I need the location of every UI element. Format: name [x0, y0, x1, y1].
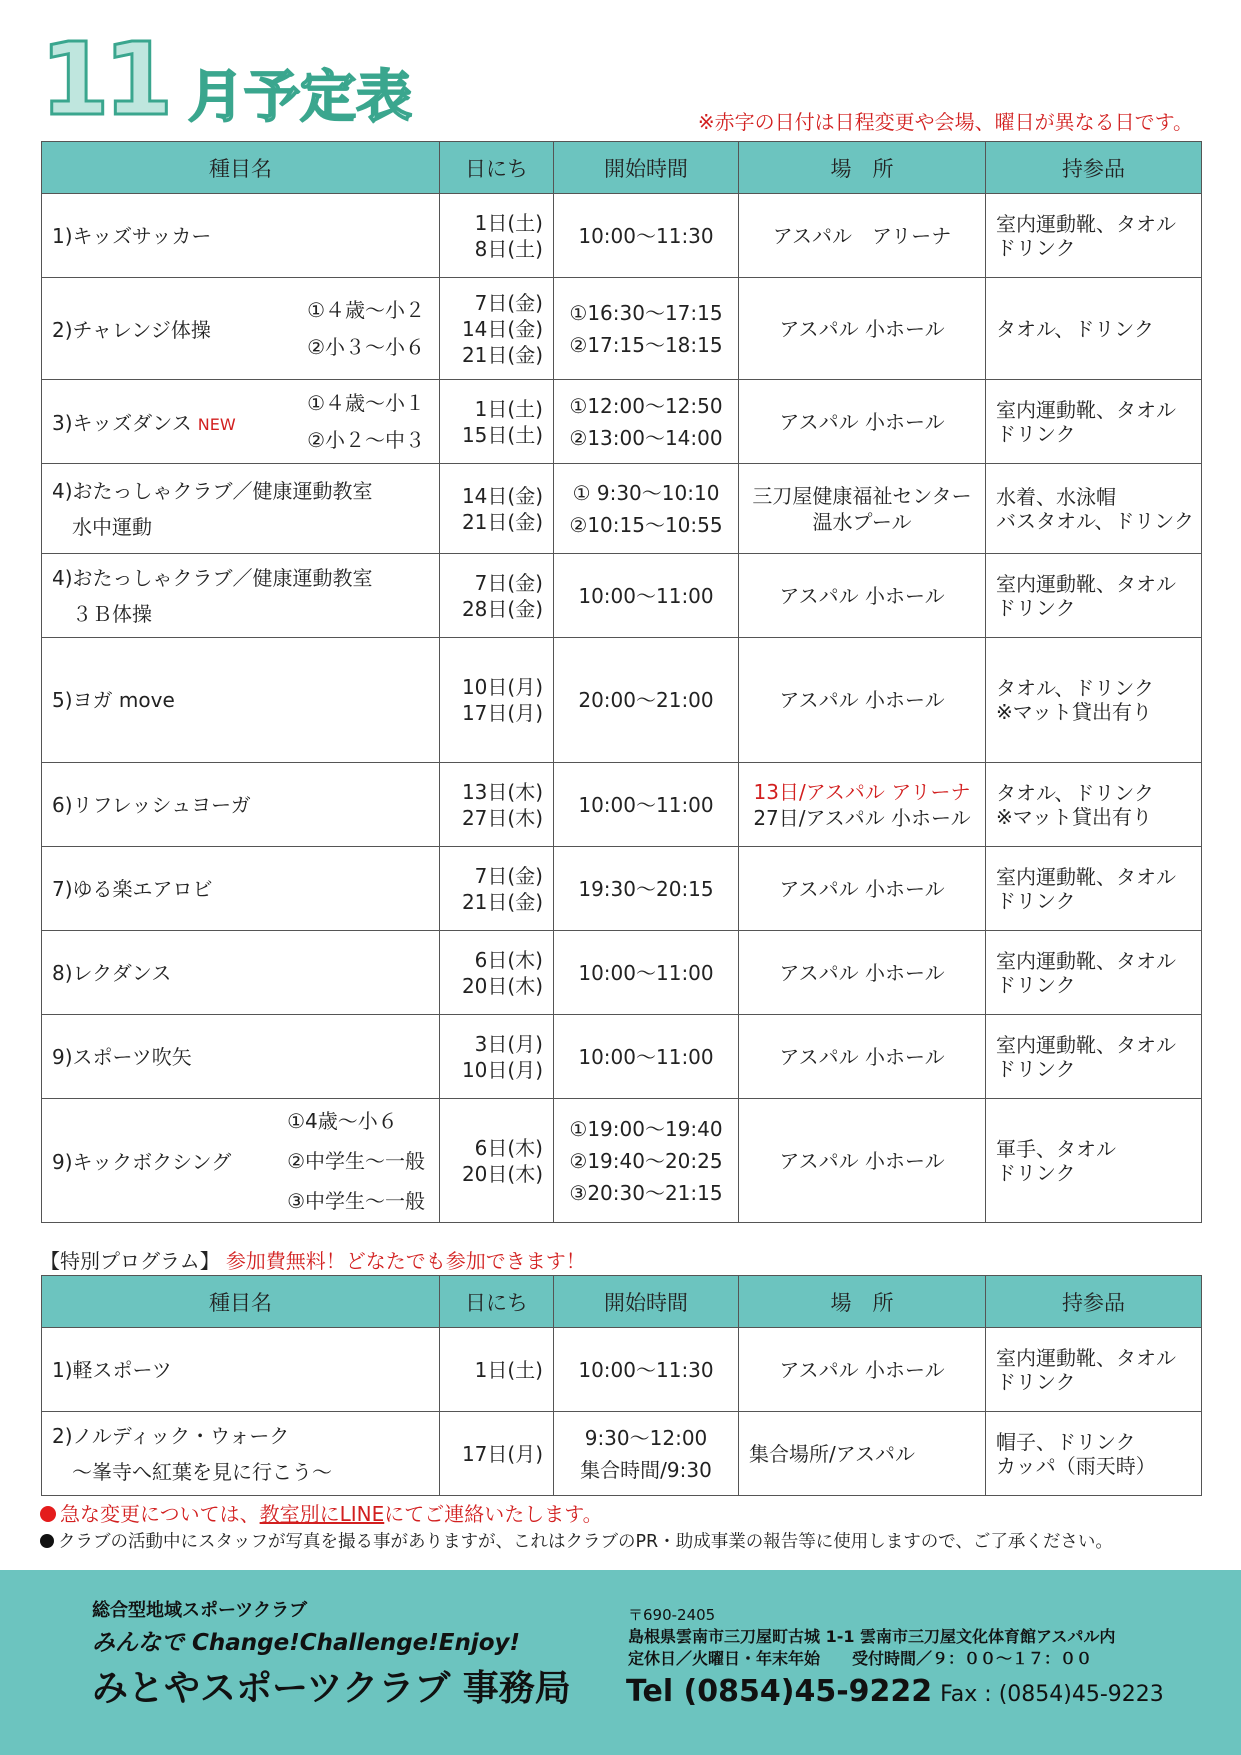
activity-name: 6)リフレッシュヨーガ [52, 792, 251, 817]
table-row [42, 1099, 1202, 1223]
activity-name-cell [42, 1099, 440, 1223]
item-value: タオル、ドリンク [996, 780, 1154, 805]
time-cell [554, 380, 739, 464]
activity-name: 4)おたっしゃクラブ／健康運動教室 [52, 565, 373, 590]
photo-notice [40, 1528, 1113, 1553]
place-cell [739, 1412, 986, 1496]
date-cell [440, 931, 554, 1015]
time-cell [554, 638, 739, 763]
activity-name [52, 407, 236, 436]
item-value: タオル、ドリンク [996, 676, 1154, 700]
notice-line-text: 教室別にLINE [259, 1502, 385, 1526]
items-cell [986, 278, 1202, 380]
place-value: アスパル 小ホール [779, 688, 945, 712]
activity-name: 2)ノルディック・ウォーク [52, 1423, 290, 1448]
activity-name: 9)スポーツ吹矢 [52, 1044, 192, 1069]
activity-name-group [52, 292, 439, 366]
place-value: 温水プール [812, 509, 912, 534]
age-group: ③中学生～一般 [287, 1188, 425, 1213]
column-header: 持参品 [986, 1276, 1202, 1328]
age-group: ②小２～中３ [307, 427, 425, 452]
item-value: 室内運動靴、タオル [996, 571, 1176, 596]
time-value: 10:00～11:00 [578, 792, 714, 817]
activity-subtitle: ～峯寺へ紅葉を見に行こう～ [72, 1459, 332, 1484]
place-value: アスパル アリーナ [772, 223, 952, 248]
date-value: 20日(木) [461, 1161, 543, 1186]
item-value: 室内運動靴、タオル [996, 397, 1176, 422]
activity-name: 1)キッズサッカー [52, 223, 212, 248]
table-row [42, 638, 1202, 763]
date-value: 15日(土) [461, 422, 543, 447]
date-cell [440, 1412, 554, 1496]
time-cell [554, 763, 739, 847]
items-cell [986, 554, 1202, 638]
table-row [42, 1015, 1202, 1099]
item-value: ドリンク [996, 972, 1076, 997]
column-header: 開始時間 [554, 1276, 739, 1328]
club-type: 総合型地域スポーツクラブ [92, 1600, 308, 1621]
place-cell [739, 931, 986, 1015]
table-row [42, 847, 1202, 931]
date-value: 14日(金) [461, 483, 543, 508]
time-value: ②10:15～10:55 [569, 512, 723, 537]
place-value: 集合場所/アスパル [749, 1441, 915, 1466]
time-cell [554, 194, 739, 278]
item-value: カッパ（雨天時） [996, 1453, 1156, 1478]
special-program-table [41, 1275, 1202, 1496]
activity-name-cell [42, 1412, 440, 1496]
date-value: 17日(月) [461, 701, 543, 725]
date-cell [440, 380, 554, 464]
date-cell [440, 194, 554, 278]
place-value: アスパル 小ホール [779, 1357, 945, 1382]
column-header: 種目名 [42, 142, 440, 194]
item-value: 水着、水泳帽 [996, 484, 1116, 509]
time-value: 10:00～11:00 [578, 583, 714, 608]
activity-name-group [52, 1101, 439, 1221]
item-value: ※マット貸出有り [996, 700, 1152, 724]
item-value: ドリンク [996, 235, 1076, 260]
column-header: 場 所 [739, 142, 986, 194]
age-group: ①４歳～小２ [307, 297, 425, 322]
item-value: タオル、ドリンク [996, 316, 1154, 341]
date-cell [440, 1328, 554, 1412]
page-title [40, 21, 460, 138]
place-cell [739, 763, 986, 847]
place-value: アスパル 小ホール [779, 1044, 945, 1069]
date-value: 6日(木) [474, 1135, 543, 1160]
date-cell [440, 554, 554, 638]
column-header: 日にち [440, 142, 554, 194]
date-value: 20日(木) [461, 973, 543, 998]
date-value: 1日(土) [474, 210, 543, 235]
date-value: 13日(木) [461, 779, 543, 804]
table-row [42, 380, 1202, 464]
footer [0, 1570, 1241, 1755]
date-value: 21日(金) [461, 889, 543, 914]
items-cell [986, 1015, 1202, 1099]
date-value: 14日(金) [461, 316, 543, 341]
activity-name-cell [42, 931, 440, 1015]
table-row [42, 931, 1202, 1015]
date-cell [440, 847, 554, 931]
item-value: ドリンク [996, 1160, 1076, 1185]
new-badge: NEW [197, 415, 236, 434]
time-cell [554, 278, 739, 380]
date-value: 7日(金) [474, 290, 543, 315]
date-value: 17日(月) [461, 1441, 543, 1466]
date-cell [440, 1099, 554, 1223]
special-program-heading [40, 1245, 586, 1274]
time-cell [554, 464, 739, 554]
place-cell [739, 194, 986, 278]
date-value: 21日(金) [461, 509, 543, 534]
activity-name: 1)軽スポーツ [52, 1357, 172, 1382]
activity-name-text: 2)チャレンジ体操 [52, 318, 211, 342]
item-value: ドリンク [996, 1056, 1076, 1081]
item-value: 室内運動靴、タオル [996, 864, 1176, 889]
date-cell [440, 1015, 554, 1099]
time-value: ① 9:30～10:10 [572, 480, 720, 505]
items-cell [986, 1412, 1202, 1496]
address: 島根県雲南市三刀屋町古城 1-1 雲南市三刀屋文化体育館アスパル内 [628, 1627, 1116, 1646]
time-cell [554, 847, 739, 931]
item-value: 室内運動靴、タオル [996, 1345, 1176, 1370]
contact-numbers [626, 1674, 1164, 1709]
table-row [42, 194, 1202, 278]
special-program-label: 【特別プログラム】 [40, 1249, 220, 1273]
date-value: 21日(金) [461, 342, 543, 367]
activity-name-cell [42, 1015, 440, 1099]
time-cell [554, 1412, 739, 1496]
age-groups [307, 385, 425, 459]
place-cell [739, 464, 986, 554]
date-value: 10日(月) [461, 1057, 543, 1082]
column-header: 開始時間 [554, 142, 739, 194]
activity-name: 5)ヨガ move [52, 688, 175, 712]
time-cell [554, 1015, 739, 1099]
time-value: ②13:00～14:00 [569, 425, 723, 450]
place-cell [739, 1099, 986, 1223]
item-value: 帽子、ドリンク [996, 1429, 1136, 1454]
place-cell [739, 1015, 986, 1099]
column-header: 持参品 [986, 142, 1202, 194]
item-value: 軍手、タオル [996, 1136, 1116, 1161]
place-value: アスパル 小ホール [779, 583, 945, 608]
activity-name-group [52, 385, 439, 459]
schedule-table [41, 141, 1202, 1223]
age-group: ②中学生～一般 [287, 1148, 425, 1173]
table-row [42, 554, 1202, 638]
item-value: 室内運動靴、タオル [996, 1032, 1176, 1057]
items-cell [986, 1328, 1202, 1412]
activity-name-text: 9)キックボクシング [52, 1150, 232, 1174]
items-cell [986, 931, 1202, 1015]
time-value: ③20:30～21:15 [569, 1180, 723, 1205]
place-cell [739, 278, 986, 380]
item-value: 室内運動靴、タオル [996, 948, 1176, 973]
club-slogan: みんなで Change!Challenge!Enjoy! [92, 1630, 521, 1656]
tel-number: Tel (0854)45-9222 [626, 1674, 933, 1709]
time-cell [554, 1099, 739, 1223]
table-row [42, 464, 1202, 554]
column-header: 日にち [440, 1276, 554, 1328]
activity-name: 7)ゆる楽エアロビ [52, 876, 213, 901]
item-value: ドリンク [996, 1369, 1076, 1394]
item-value: ドリンク [996, 595, 1076, 620]
activity-name [52, 314, 211, 343]
time-value: 10:00～11:30 [578, 1357, 714, 1382]
time-value: ①12:00～12:50 [569, 393, 723, 418]
item-value: ドリンク [996, 888, 1076, 913]
title-text: 月予定表 [188, 65, 412, 130]
date-cell [440, 278, 554, 380]
age-groups [307, 292, 425, 366]
table-header-row [42, 1276, 1202, 1328]
time-value: 19:30～20:15 [578, 876, 714, 901]
time-cell [554, 554, 739, 638]
place-value: 27日/アスパル 小ホール [753, 805, 971, 830]
age-group: ①4歳～小６ [287, 1108, 398, 1133]
time-value: 集合時間/9:30 [580, 1457, 712, 1482]
item-value: 室内運動靴、タオル [996, 211, 1176, 236]
title-number: 11 [40, 21, 168, 138]
time-value: 10:00～11:00 [578, 960, 714, 985]
activity-name-cell [42, 847, 440, 931]
time-cell [554, 1328, 739, 1412]
date-cell [440, 638, 554, 763]
time-value: 20:00～21:00 [578, 688, 714, 712]
age-groups [287, 1101, 425, 1221]
date-value: 1日(土) [474, 1357, 543, 1382]
special-program-free-note: 参加費無料！どなたでも参加できます！ [225, 1249, 586, 1273]
table-row [42, 1328, 1202, 1412]
table-row [42, 763, 1202, 847]
place-cell [739, 638, 986, 763]
items-cell [986, 847, 1202, 931]
date-value: 6日(木) [474, 947, 543, 972]
time-value: 10:00～11:00 [578, 1044, 714, 1069]
column-header: 種目名 [42, 1276, 440, 1328]
item-value: ドリンク [996, 421, 1076, 446]
black-bullet-icon [40, 1534, 54, 1548]
activity-name-cell [42, 194, 440, 278]
date-value: 1日(土) [474, 396, 543, 421]
item-value: バスタオル、ドリンク [996, 508, 1194, 533]
activity-name-cell [42, 763, 440, 847]
time-value: ①19:00～19:40 [569, 1116, 723, 1141]
table-row [42, 278, 1202, 380]
time-value: 10:00～11:30 [578, 223, 714, 248]
activity-name-text: 3)キッズダンス [52, 411, 192, 435]
place-value: 三刀屋健康福祉センター [752, 483, 972, 508]
item-value: ※マット貸出有り [996, 804, 1152, 829]
fax-number: Fax : (0854)45-9223 [940, 1682, 1164, 1707]
items-cell [986, 1099, 1202, 1223]
activity-name-cell [42, 1328, 440, 1412]
place-cell [739, 1328, 986, 1412]
red-bullet-icon [40, 1506, 56, 1522]
items-cell [986, 763, 1202, 847]
activity-name [52, 1146, 231, 1175]
notice-text: 急な変更については、 [60, 1502, 260, 1526]
activity-subtitle: ３Ｂ体操 [72, 601, 152, 626]
time-value: ②17:15～18:15 [569, 332, 723, 357]
date-value: 8日(土) [474, 236, 543, 261]
column-header: 場 所 [739, 1276, 986, 1328]
table-row [42, 1412, 1202, 1496]
place-cell [739, 847, 986, 931]
time-value: ②19:40～20:25 [569, 1148, 723, 1173]
date-value: 7日(金) [474, 570, 543, 595]
red-date-note: ※赤字の日付は日程変更や会場、曜日が異なる日です。 [697, 110, 1193, 134]
table-header-row [42, 142, 1202, 194]
changed-place: 13日/アスパル アリーナ [753, 779, 971, 804]
club-office-name: みとやスポーツクラブ 事務局 [92, 1668, 571, 1709]
activity-name-cell [42, 278, 440, 380]
place-value: アスパル 小ホール [779, 960, 945, 985]
notice-text-end: にてご連絡いたします。 [384, 1502, 603, 1526]
activity-subtitle: 水中運動 [72, 514, 152, 539]
place-value: アスパル 小ホール [779, 1148, 945, 1173]
time-value: ①16:30～17:15 [569, 300, 723, 325]
items-cell [986, 380, 1202, 464]
items-cell [986, 464, 1202, 554]
place-value: アスパル 小ホール [779, 316, 945, 341]
age-group: ①４歳～小１ [307, 390, 425, 415]
change-notice [40, 1498, 603, 1527]
date-cell [440, 763, 554, 847]
photo-notice-text: クラブの活動中にスタッフが写真を撮る事がありますが、これはクラブのPR・助成事業の報告等に使用しますので、ご了承ください。 [58, 1532, 1113, 1552]
activity-name-cell [42, 380, 440, 464]
items-cell [986, 194, 1202, 278]
activity-name-cell [42, 464, 440, 554]
date-value: 28日(金) [461, 596, 543, 621]
date-value: 10日(月) [461, 675, 543, 699]
place-cell [739, 380, 986, 464]
date-value: 3日(月) [474, 1031, 543, 1056]
date-cell [440, 464, 554, 554]
activity-name-cell [42, 638, 440, 763]
activity-name-cell [42, 554, 440, 638]
date-value: 27日(木) [461, 805, 543, 830]
place-value: アスパル 小ホール [779, 876, 945, 901]
postal-code: 〒690-2405 [628, 1606, 716, 1624]
items-cell [986, 638, 1202, 763]
time-value: 9:30～12:00 [584, 1425, 708, 1450]
age-group: ②小３～小６ [307, 334, 425, 359]
activity-name: 8)レクダンス [52, 960, 172, 985]
office-hours: 定休日／火曜日・年末年始 受付時間／９：００～１７：００ [628, 1649, 1093, 1668]
place-cell [739, 554, 986, 638]
time-cell [554, 931, 739, 1015]
place-value: アスパル 小ホール [779, 409, 945, 434]
activity-name: 4)おたっしゃクラブ／健康運動教室 [52, 478, 373, 503]
date-value: 7日(金) [474, 863, 543, 888]
